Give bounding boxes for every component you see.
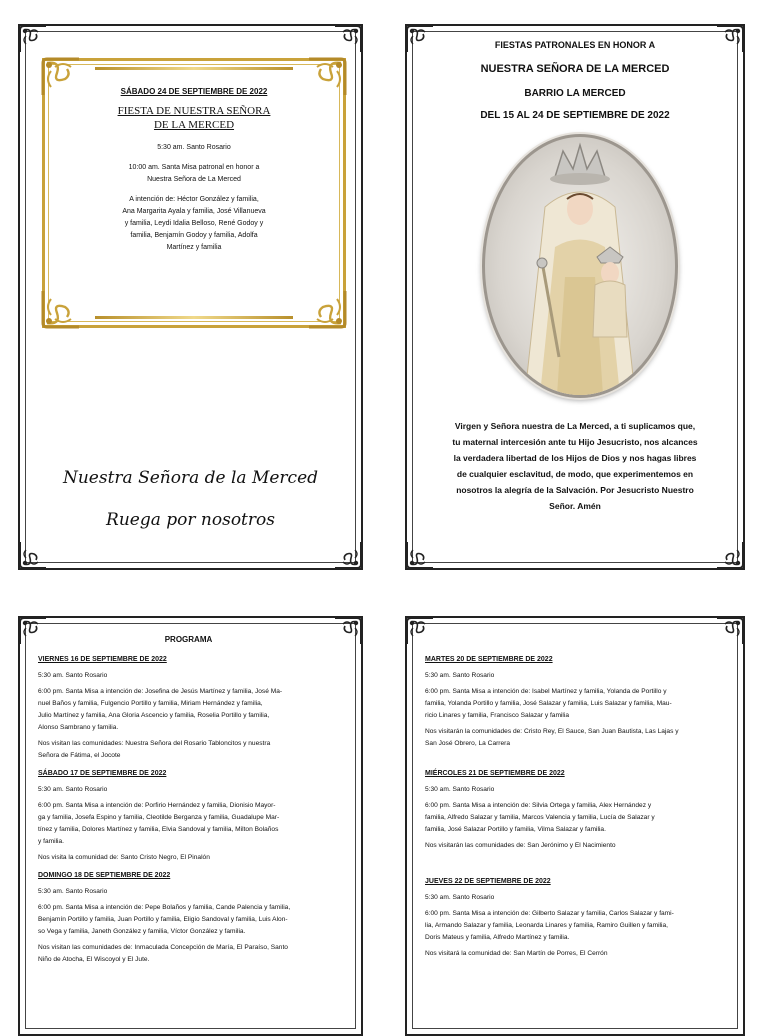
misa-block (425, 908, 721, 944)
spacer (425, 856, 721, 870)
misa-line: Benjamín Portillo y familia, Juan Portillo y familia, Eligio Sandoval y familia, Luis Alon- (38, 916, 288, 923)
intent-line: familia, Benjamín Godoy y familia, Adolfa (130, 232, 258, 239)
fiesta-title-line: FIESTA DE NUESTRA SEÑORA (117, 105, 271, 117)
misa-line: Alonso Sambrano y familia. (38, 724, 119, 731)
gold-bar (95, 67, 293, 70)
cover-panel (18, 24, 363, 570)
prayer-line: tu maternal intercesión ante tu Hijo Jesucristo, nos alcances (452, 437, 698, 447)
visita-line: Niño de Atocha, El Wiscoyol y El Jute. (38, 956, 150, 963)
misa-block (38, 686, 339, 734)
fiesta-date: SÁBADO 24 DE SEPTIEMBRE DE 2022 (120, 87, 268, 96)
ornament-corner-icon (16, 22, 50, 56)
visita-block (38, 942, 339, 966)
visita-block (425, 726, 721, 750)
misa-line: 6:00 pm. Santa Misa a intención de: Pepe Bolaños y familia, Cande Palencia y familia, (38, 904, 291, 911)
misa-block (38, 902, 339, 938)
header-line-3: BARRIO LA MERCED (524, 88, 626, 99)
day-heading: VIERNES 16 DE SEPTIEMBRE DE 2022 (38, 656, 167, 663)
misa-line: lia, Armando Salazar y familia, Leonarda Linares y familia, Ramiro Guillen y familia, (425, 922, 668, 929)
misa-line: Nuestra Señora de La Merced (147, 176, 241, 183)
gold-ornament-icon (303, 285, 351, 333)
prayer-line: de cualquier esclavitud, de modo, que experimentemos en (456, 469, 694, 479)
gold-ornament-icon (37, 285, 85, 333)
ornament-corner-icon (331, 538, 365, 572)
visita-line: Nos visita la comunidad de: Santo Cristo Negro, El Pinalón (38, 854, 210, 861)
visita-line: San José Obrero, La Carrera (425, 740, 511, 747)
misa-line: 6:00 pm. Santa Misa a intención de: Silvia Ortega y familia, Alex Hernández y (425, 802, 652, 809)
misa-line: so Vega y familia, Janeth González y familia, Víctor González y familia. (38, 928, 246, 935)
prayer-line: nosotros la alegría de la Salvación. Por Jesucristo Nuestro (456, 485, 694, 495)
misa-block (38, 800, 339, 848)
gold-ornament-icon (37, 53, 85, 101)
program-content (425, 648, 721, 964)
intent-line: Ana Margarita Ayala y familia, José Villanueva (122, 208, 266, 215)
visita-block (425, 948, 721, 960)
visita-line: Nos visitarán las comunidades de: San Jerónimo y El Nacimiento (425, 842, 616, 849)
fiesta-title-line: DE LA MERCED (153, 119, 235, 131)
misa-patronal (85, 162, 303, 186)
misa-block (425, 800, 721, 836)
misa-line: 6:00 pm. Santa Misa a intención de: Porfirio Hernández y familia, Dionisio Mayor- (38, 802, 276, 809)
intent-line: A intención de: Héctor González y familia, (129, 196, 259, 203)
ornament-corner-icon (16, 538, 50, 572)
misa-line: 6:00 pm. Santa Misa a intención de: Isabel Martínez y familia, Yolanda de Portillo y (425, 688, 667, 695)
misa-line: 10:00 am. Santa Misa patronal en honor a (128, 164, 260, 171)
day-heading: SÁBADO 17 DE SEPTIEMBRE DE 2022 (38, 770, 167, 777)
program-title: PROGRAMA (164, 635, 213, 644)
ornament-corner-icon (403, 614, 437, 648)
visita-block (38, 738, 339, 762)
virgin-image-icon (482, 134, 678, 398)
gold-bar (95, 316, 293, 319)
visita-block (425, 840, 721, 852)
fiesta-title (85, 104, 303, 132)
fiesta-details (85, 87, 303, 254)
gold-frame (42, 58, 346, 328)
misa-line: familia, Alfredo Salazar y familia, Marcos Valencia y familia, Lucía de Salazar y (425, 814, 655, 821)
misa-line: ricio Linares y familia, Francisco Salazar y familia (425, 712, 570, 719)
misa-block (425, 686, 721, 722)
header-line-2: NUESTRA SEÑORA DE LA MERCED (480, 63, 670, 75)
misa-line: familia, Yolanda Portillo y familia, José Salazar y familia, Luis Salazar y familia, Mau- (425, 700, 672, 707)
prayer-text (443, 418, 707, 514)
ornament-corner-icon (713, 614, 747, 648)
program-panel-2 (405, 616, 745, 1036)
ornament-corner-icon (331, 22, 365, 56)
visita-line: Nos visitan las comunidades: Nuestra Señora del Rosario Tabloncitos y nuestra (38, 740, 271, 747)
ornament-corner-icon (403, 22, 437, 56)
intent-line: Martínez y familia (166, 244, 222, 251)
rosario-line: 5:30 am. Santo Rosario (38, 786, 108, 793)
visita-line: Nos visitan las comunidades de: Inmaculada Concepción de María, El Paraíso, Santo (38, 944, 288, 951)
script-subtitle: Ruega por nosotros (106, 510, 275, 530)
visita-block (38, 852, 339, 864)
misa-line: nuel Baños y familia, Fulgencio Portillo y familia, Miriam Hernández y familia, (38, 700, 263, 707)
misa-line: Julio Martínez y familia, Ana Gloria Ascencio y familia, Roselia Portillo y familia, (38, 712, 270, 719)
visita-line: Nos visitarán la comunidades de: Cristo Rey, El Sauce, San Juan Bautista, Las Lajas y (425, 728, 679, 735)
misa-line: ga y familia, Josefa Espino y familia, Cleotilde Berganza y familia, Guadalupe Mar- (38, 814, 280, 821)
ornament-corner-icon (713, 538, 747, 572)
ornament-corner-icon (403, 538, 437, 572)
header-line-4: DEL 15 AL 24 DE SEPTIEMBRE DE 2022 (480, 110, 670, 121)
script-title: Nuestra Señora de la Merced (62, 468, 319, 488)
program-content (38, 634, 339, 970)
ornament-corner-icon (713, 22, 747, 56)
prayer-line: Señor. Amén (549, 501, 601, 511)
misa-line: familia, José Salazar Portillo y familia, Vilma Salazar y familia. (425, 826, 606, 833)
rosario-line: 5:30 am. Santo Rosario (425, 672, 495, 679)
day-heading: MIÉRCOLES 21 DE SEPTIEMBRE DE 2022 (425, 770, 565, 777)
rosario-line: 5:30 am. Santo Rosario (38, 672, 108, 679)
visita-line: Señora de Fátima, el Jocote (38, 752, 121, 759)
rosario-line: 5:30 am. Santo Rosario (425, 786, 495, 793)
rosario-time: 5:30 am. Santo Rosario (157, 144, 231, 151)
gold-ornament-icon (303, 53, 351, 101)
header-line-1: FIESTAS PATRONALES EN HONOR A (494, 40, 656, 50)
misa-line: 6:00 pm. Santa Misa a intención de: Gilberto Salazar y familia, Carlos Salazar y fami- (425, 910, 674, 917)
day-heading: DOMINGO 18 DE SEPTIEMBRE DE 2022 (38, 872, 171, 879)
visita-line: Nos visitará la comunidad de: San Martín de Porres, El Cerrón (425, 950, 608, 957)
intentions (85, 194, 303, 254)
day-heading: MARTES 20 DE SEPTIEMBRE DE 2022 (425, 656, 553, 663)
prayer-line: la verdadera libertad de los Hijos de Dios y nos hagas libres (453, 453, 697, 463)
rosario-line: 5:30 am. Santo Rosario (38, 888, 108, 895)
misa-line: Doris Mateus y familia, Alfredo Martínez y familia. (425, 934, 570, 941)
day-heading: JUEVES 22 DE SEPTIEMBRE DE 2022 (425, 878, 551, 885)
misa-line: tínez y familia, Dolores Martínez y familia, Elvia Sandoval y familia, Milton Bolaños (38, 826, 279, 833)
prayer-line: Virgen y Señora nuestra de La Merced, a ti suplicamos que, (454, 421, 696, 431)
program-panel-1 (18, 616, 363, 1036)
misa-line: y familia. (38, 838, 65, 845)
prayer-panel (405, 24, 745, 570)
misa-line: 6:00 pm. Santa Misa a intención de: Josefina de Jesús Martínez y familia, José Ma- (38, 688, 283, 695)
rosario-line: 5:30 am. Santo Rosario (425, 894, 495, 901)
intent-line: y familia, Leydi Idalia Belloso, René Godoy y (124, 220, 264, 227)
